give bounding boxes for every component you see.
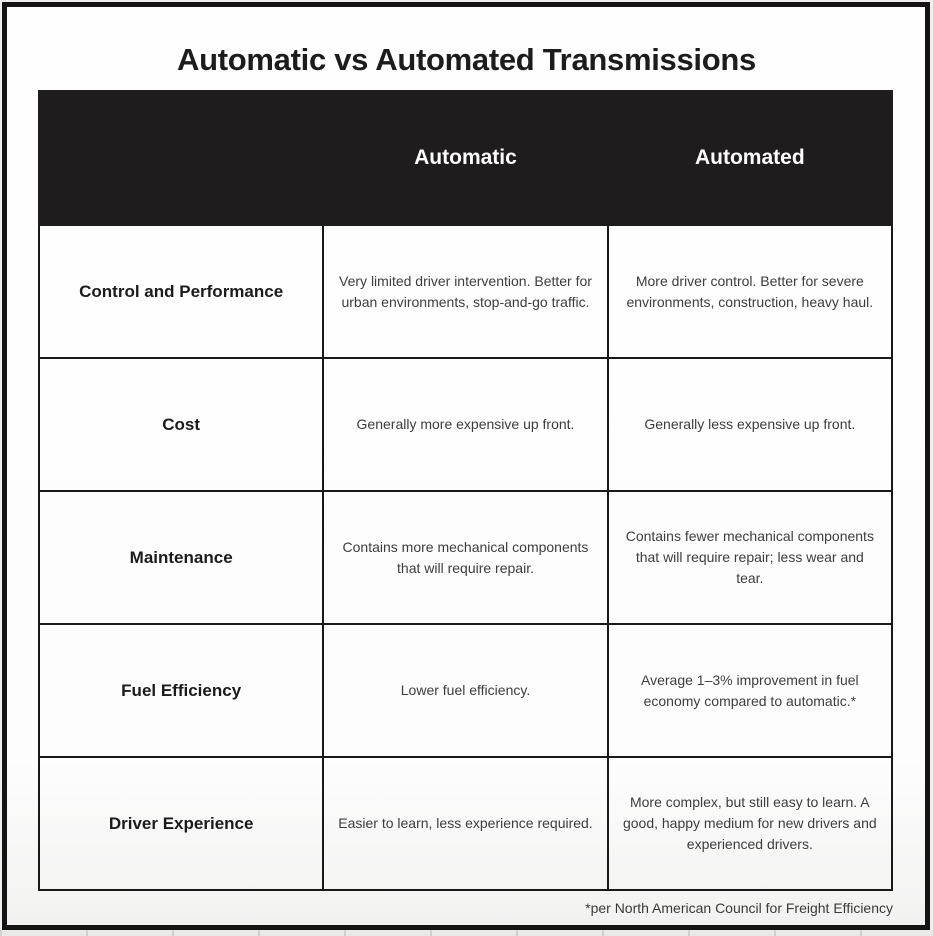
infographic-title: Automatic vs Automated Transmissions [177,42,756,77]
bottom-edge-strip [0,930,933,936]
table-row [39,624,892,757]
cell-maintenance-automated: Contains fewer mechanical components that will require repair; less wear and tear. [608,491,892,624]
cell-driver-automated: More complex, but still easy to learn. A good, happy medium for new drivers and experienced drivers. [608,757,892,890]
cell-driver-automatic: Easier to learn, less experience required. [323,757,607,890]
header-automated: Automated [608,91,892,225]
cell-control-automated: More driver control. Better for severe environments, construction, heavy haul. [608,225,892,358]
row-label-fuel-efficiency: Fuel Efficiency [39,624,323,757]
row-label-cost: Cost [39,358,323,491]
row-label-driver-experience: Driver Experience [39,757,323,890]
cell-maintenance-automatic: Contains more mechanical components that will require repair. [323,491,607,624]
table-row [39,757,892,890]
cell-cost-automated: Generally less expensive up front. [608,358,892,491]
header-automatic: Automatic [323,91,607,225]
table-header-row [39,91,892,225]
table-row [39,225,892,358]
table-row [39,491,892,624]
footnote: *per North American Council for Freight Efficiency [585,900,893,916]
cell-cost-automatic: Generally more expensive up front. [323,358,607,491]
header-corner-cell [39,91,323,225]
cell-fuel-automatic: Lower fuel efficiency. [323,624,607,757]
row-label-maintenance: Maintenance [39,491,323,624]
cell-control-automatic: Very limited driver intervention. Better for urban environments, stop-and-go traffic. [323,225,607,358]
comparison-table [38,90,893,891]
table-row [39,358,892,491]
row-label-control-and-performance: Control and Performance [39,225,323,358]
cell-fuel-automated: Average 1–3% improvement in fuel economy compared to automatic.* [608,624,892,757]
